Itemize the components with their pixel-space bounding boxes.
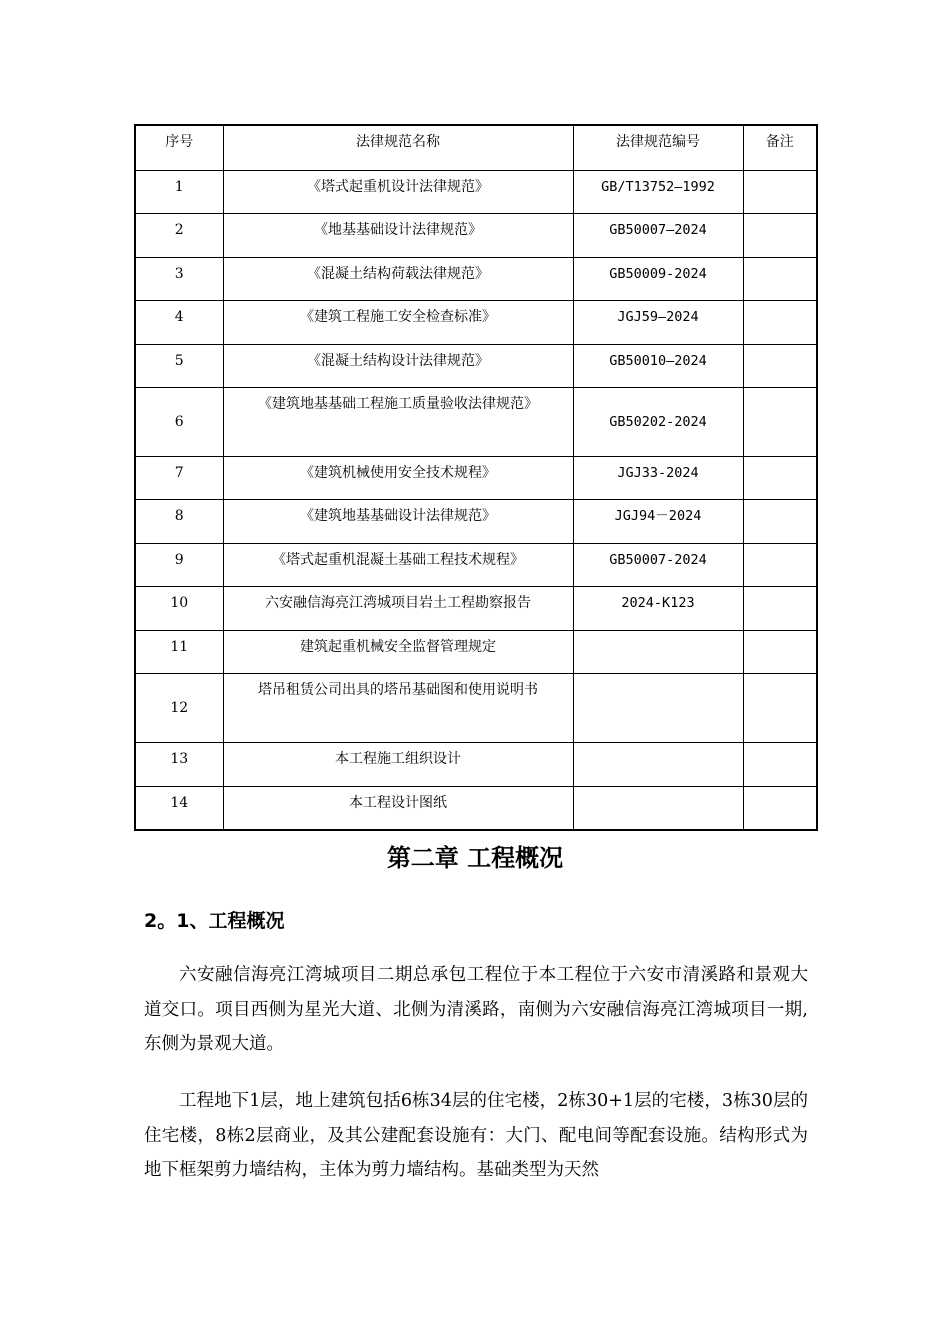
- row-no: 1: [135, 170, 223, 213]
- row-name: 《建筑地基基础设计法律规范》: [223, 499, 573, 543]
- row-note: [743, 257, 817, 300]
- row-note: [743, 387, 817, 456]
- table-row: [135, 499, 817, 543]
- row-code: GB50007—2024: [573, 213, 743, 257]
- row-note: [743, 630, 817, 673]
- header-code: 法律规范编号: [573, 125, 743, 170]
- row-name: 六安融信海亮江湾城项目岩土工程勘察报告: [223, 586, 573, 630]
- row-code: [573, 786, 743, 830]
- row-code: [573, 742, 743, 786]
- row-no: 6: [135, 387, 223, 456]
- row-no: 14: [135, 786, 223, 830]
- row-code: JGJ94－2024: [573, 499, 743, 543]
- row-code: JGJ33-2024: [573, 456, 743, 499]
- paragraph-buildings: 工程地下1层，地上建筑包括6栋34层的住宅楼，2栋30+1层的宅楼，3栋30层的住宅楼，8栋2层商业，及其公建配套设施有：大门、配电间等配套设施。结构形式为地下框架剪力墙结构，主体为剪力墙结构。基础类型为天然: [144, 1091, 808, 1180]
- table-row: [135, 742, 817, 786]
- row-no: 8: [135, 499, 223, 543]
- row-code: GB/T13752—1992: [573, 170, 743, 213]
- table-row: [135, 456, 817, 499]
- header-name: 法律规范名称: [223, 125, 573, 170]
- table-row: [135, 673, 817, 742]
- row-note: [743, 673, 817, 742]
- row-name: 《混凝土结构荷载法律规范》: [223, 257, 573, 300]
- row-no: 13: [135, 742, 223, 786]
- row-name: 本工程施工组织设计: [223, 742, 573, 786]
- row-no: 10: [135, 586, 223, 630]
- row-no: 4: [135, 300, 223, 344]
- table-row: [135, 586, 817, 630]
- row-code: GB50009-2024: [573, 257, 743, 300]
- row-note: [743, 742, 817, 786]
- table-row: [135, 387, 817, 456]
- row-no: 12: [135, 673, 223, 742]
- header-no: 序号: [135, 125, 223, 170]
- row-note: [743, 499, 817, 543]
- row-name: 《塔式起重机混凝土基础工程技术规程》: [223, 543, 573, 586]
- regulations-table: [134, 124, 818, 831]
- row-code: GB50202-2024: [573, 387, 743, 456]
- row-no: 7: [135, 456, 223, 499]
- table-header-row: [135, 125, 817, 170]
- row-no: 5: [135, 344, 223, 387]
- row-note: [743, 543, 817, 586]
- table-row: [135, 213, 817, 257]
- row-no: 11: [135, 630, 223, 673]
- row-no: 3: [135, 257, 223, 300]
- row-code: JGJ59—2024: [573, 300, 743, 344]
- row-note: [743, 213, 817, 257]
- row-name: 《地基基础设计法律规范》: [223, 213, 573, 257]
- row-name: 《建筑机械使用安全技术规程》: [223, 456, 573, 499]
- row-note: [743, 586, 817, 630]
- row-note: [743, 300, 817, 344]
- row-name: 本工程设计图纸: [223, 786, 573, 830]
- row-no: 2: [135, 213, 223, 257]
- row-code: GB50010—2024: [573, 344, 743, 387]
- row-code: GB50007-2024: [573, 543, 743, 586]
- table-row: [135, 786, 817, 830]
- paragraph-location: 六安融信海亮江湾城项目二期总承包工程位于本工程位于六安市清溪路和景观大道交口。项目西侧为星光大道、北侧为清溪路，南侧为六安融信海亮江湾城项目一期,东侧为景观大道。: [144, 965, 808, 1054]
- section-title: 2。1、工程概况: [144, 910, 285, 932]
- row-note: [743, 170, 817, 213]
- table-row: [135, 300, 817, 344]
- row-name: 《混凝土结构设计法律规范》: [223, 344, 573, 387]
- table-row: [135, 543, 817, 586]
- row-name: 《塔式起重机设计法律规范》: [223, 170, 573, 213]
- row-name: 《建筑工程施工安全检查标准》: [223, 300, 573, 344]
- row-name: 《建筑地基基础工程施工质量验收法律规范》: [223, 387, 573, 456]
- row-code: [573, 630, 743, 673]
- row-note: [743, 786, 817, 830]
- header-note: 备注: [743, 125, 817, 170]
- table-row: [135, 170, 817, 213]
- row-note: [743, 456, 817, 499]
- row-name: 建筑起重机械安全监督管理规定: [223, 630, 573, 673]
- chapter-title: 第二章 工程概况: [386, 844, 564, 872]
- row-code: [573, 673, 743, 742]
- row-no: 9: [135, 543, 223, 586]
- row-name: 塔吊租赁公司出具的塔吊基础图和使用说明书: [223, 673, 573, 742]
- table-row: [135, 257, 817, 300]
- table-row: [135, 630, 817, 673]
- row-code: 2024-K123: [573, 586, 743, 630]
- row-note: [743, 344, 817, 387]
- table-row: [135, 344, 817, 387]
